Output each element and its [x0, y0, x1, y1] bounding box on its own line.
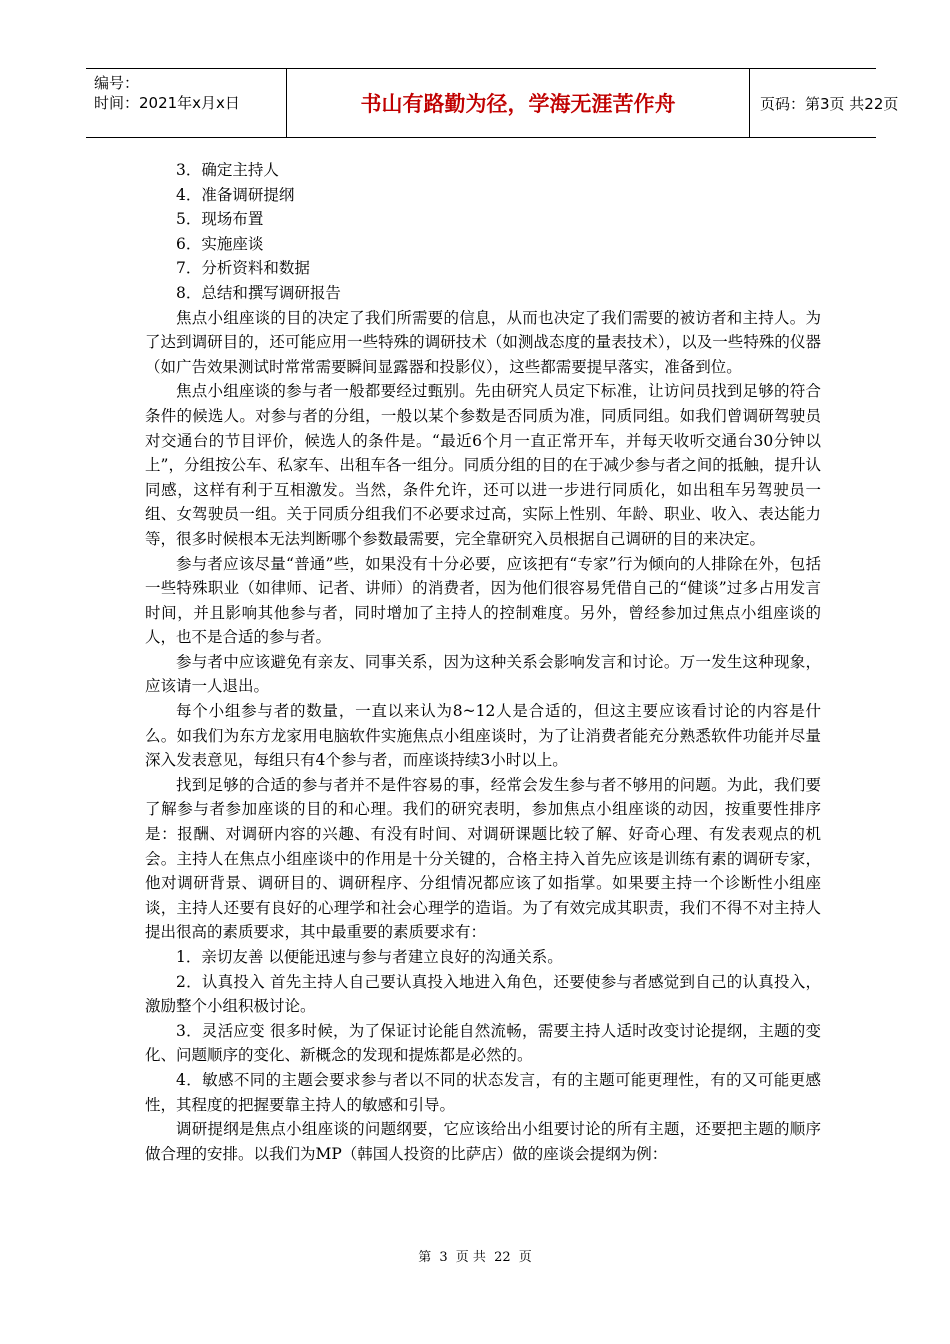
quality-item: 3．灵活应变 很多时候，为了保证讨论能自然流畅，需要主持人适时改变讨论提纲，主题的变化、问题顺序的变化、新概念的发现和提炼都是必然的。 — [145, 1021, 821, 1065]
step-item: 5．现场布置 — [176, 210, 264, 229]
body-paragraph: 找到足够的合适的参与者并不是件容易的事，经常会发生参与者不够用的问题。为此，我们要了解参与者参加座谈的目的和心理。我们的研究表明，参加焦点小组座谈的动因，按重要性排序是：报酬、对调研内容的兴趣、有没有时间、对调研课题比较了解、好奇心理、有发表观点的机会。主持人在焦点小组座谈中的作用是十分关键的，合格主持入首先应该是训练有素的调研专家，他对调研背景、调研目的、调研程序、分组情况都应该了如指掌。如果要主持一个诊断性小组座谈，主持人还要有良好的心理学和社会心理学的造诣。为了有效完成其职责，我们不得不对主持人提出很高的素质要求，其中最重要的素质要求有： — [145, 775, 821, 942]
header-meta — [86, 69, 286, 137]
step-item: 8．总结和撰写调研报告 — [176, 283, 341, 302]
body-paragraph: 焦点小组座谈的目的决定了我们所需要的信息，从而也决定了我们需要的被访者和主持人。为了达到调研目的，还可能应用一些特殊的调研技术（如测战态度的量表技术），以及一些特殊的仪器（如广告效果测试时常常需要瞬间显露器和投影仪），这些都需要提早落实，准备到位。 — [145, 308, 821, 376]
footer-page-total: 22 — [494, 1250, 511, 1265]
step-item: 7．分析资料和数据 — [176, 259, 310, 278]
document-body — [145, 158, 821, 1166]
footer-page-mid: 页 共 — [455, 1250, 486, 1265]
body-paragraph: 参与者中应该避免有亲友、同事关系，因为这种关系会影响发言和讨论。万一发生这种现象，应该请一人退出。 — [145, 652, 821, 696]
footer-page-number: 3 — [439, 1250, 448, 1265]
body-paragraph: 调研提纲是焦点小组座谈的问题纲要，它应该给出小组要讨论的所有主题，还要把主题的顺序做合理的安排。以我们为MP（韩国人投资的比萨店）做的座谈会提纲为例： — [145, 1120, 821, 1163]
step-item: 4．准备调研提纲 — [176, 185, 295, 204]
body-paragraph: 焦点小组座谈的参与者一般都要经过甄别。先由研究人员定下标准，让访问员找到足够的符合条件的候选人。对参与者的分组，一般以某个参数是否同质为准，同质同组。如我们曾调研驾驶员对交通台的节目评价，候选人的条件是。“最近6个月一直正常开车，并每天收听交通台30分钟以上”，分组按公车、私家车、出租车各一组分。同质分组的目的在于减少参与者之间的抵触，提升认同感，这样有利于互相激发。当然，条件允许，还可以进一步进行同质化，如出租车另驾驶员一组、女驾驶员一组。关于同质分组我们不必要求过高，实际上性别、年龄、职业、收入、表达能力等，很多时候根本无法判断哪个参数最需要，完全靠研究入员根据自己调研的目的来决定。 — [145, 382, 821, 548]
header-time-label: 时间：2021年x月x日 — [94, 94, 240, 112]
quality-item: 4．敏感不同的主题会要求参与者以不同的状态发言，有的主题可能更理性，有的又可能更感性，其程度的把握要靠主持人的敏感和引导。 — [145, 1070, 821, 1114]
step-item: 3．确定主持人 — [176, 161, 279, 179]
step-item: 6．实施座谈 — [176, 234, 264, 253]
header-motto: 书山有路勤为径，学海无涯苦作舟 — [286, 69, 750, 137]
body-paragraph: 每个小组参与者的数量，一直以来认为8~12人是合适的，但这主要应该看讨论的内容是什么。如我们为东方龙家用电脑软件实施焦点小组座谈时，为了让消费者能充分熟悉软件功能并尽量深入发表意见，每组只有4个参与者，而座谈持续3小时以上。 — [145, 702, 821, 770]
quality-item: 1．亲切友善 以便能迅速与参与者建立良好的沟通关系。 — [176, 948, 563, 966]
header-number-label: 编号： — [94, 74, 140, 92]
header-page-label: 页码：第3页 共22页 — [760, 94, 899, 113]
footer-page-suffix: 页 — [518, 1250, 532, 1265]
body-paragraph: 参与者应该尽量“普通”些，如果没有十分必要，应该把有“专家”行为倾向的人排除在外，包括一些特殊职业（如律师、记者、讲师）的消费者，因为他们很容易凭借自己的“健谈”过多占用发言时间，并且影响其他参与者，同时增加了主持人的控制难度。另外，曾经参加过焦点小组座谈的人，也不是合适的参与者。 — [145, 554, 821, 647]
quality-item: 2．认真投入 首先主持人自己要认真投入地进入角色，还要使参与者感觉到自己的认真投入，激励整个小组积极讨论。 — [145, 972, 821, 1016]
page-header — [86, 68, 899, 138]
footer-page-prefix: 第 — [418, 1250, 432, 1265]
page-footer — [0, 1246, 950, 1265]
